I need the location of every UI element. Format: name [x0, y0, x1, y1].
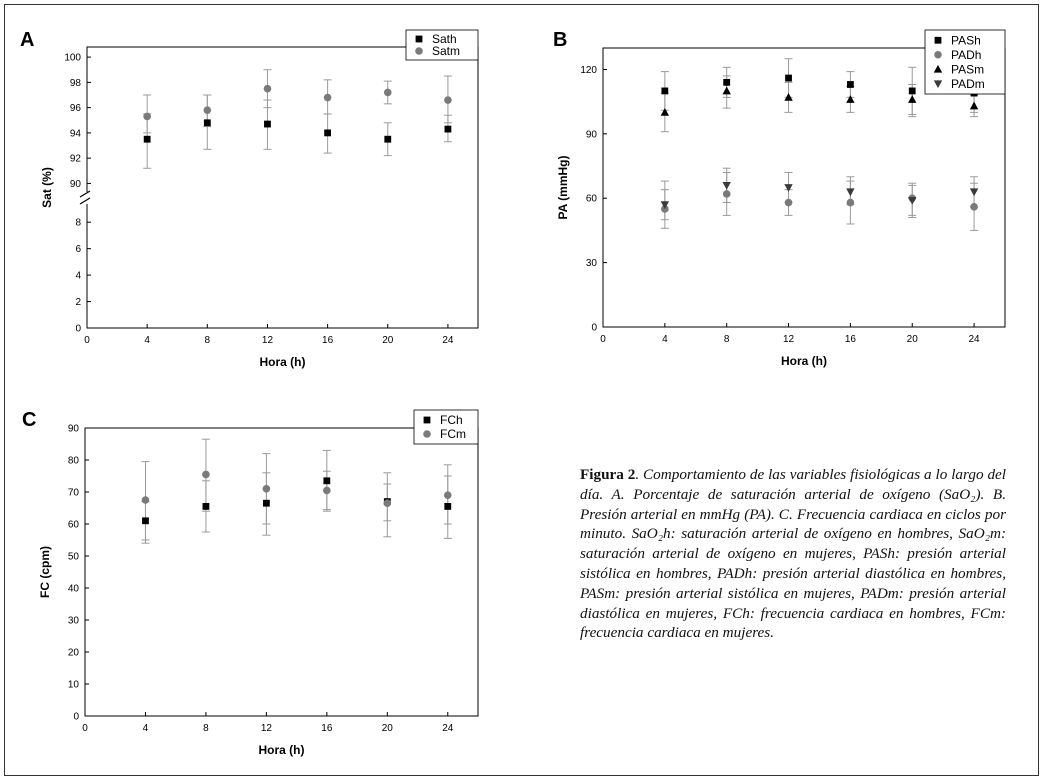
chart-b-pasm-point: [661, 108, 669, 116]
chart-a-y-tick-label: 96: [69, 103, 81, 115]
chart-a-legend-marker-satm: [415, 47, 423, 55]
chart-b-legend-label-pash: PASh: [951, 33, 981, 48]
chart-a-y-tick-label: 98: [69, 77, 81, 89]
chart-b-legend-marker-padh: [934, 51, 942, 59]
chart-a-y-axis-label: Sat (%): [40, 167, 54, 208]
chart-a-sath-point: [445, 126, 452, 133]
figure-caption-label: Figura 2: [580, 466, 636, 483]
chart-c-legend-marker-fcm: [423, 430, 431, 438]
chart-b-x-tick-label: 8: [723, 334, 730, 345]
chart-b-padh-point: [970, 203, 978, 211]
chart-a-y-tick-label: 0: [75, 323, 81, 335]
chart-c-x-tick-label: 16: [321, 723, 333, 734]
chart-b-padh-point: [723, 190, 731, 198]
chart-c-fcm-point: [142, 496, 150, 504]
chart-a-sath-point: [144, 136, 151, 143]
chart-a-y-tick-label: 4: [75, 270, 81, 282]
chart-a-y-tick-label: 90: [69, 178, 81, 190]
chart-b-panel-label: B: [553, 29, 568, 51]
chart-b-legend-label-padh: PADh: [951, 47, 982, 62]
chart-c-y-tick-label: 30: [67, 615, 79, 627]
chart-b-padh-point: [847, 199, 855, 207]
chart-b-pasm-point: [908, 95, 916, 103]
chart-c-fcm-point: [202, 471, 210, 479]
chart-c-x-tick-label: 24: [442, 723, 454, 734]
chart-a-y-tick-label: 6: [75, 244, 81, 256]
chart-b-padm-point: [908, 197, 916, 205]
chart-c-y-tick-label: 20: [67, 647, 79, 659]
chart-c-y-tick-label: 0: [73, 711, 79, 723]
chart-b-y-tick-label: 30: [585, 258, 597, 270]
chart-a-sath-point: [204, 119, 211, 126]
chart-c-x-tick-label: 8: [203, 723, 209, 734]
chart-c-legend-label-fch: FCh: [440, 413, 463, 427]
chart-b-x-tick-label: 24: [968, 334, 980, 345]
chart-c-x-axis-label: Hora (h): [258, 743, 305, 757]
chart-a-legend-label-satm: Satm: [432, 44, 461, 58]
chart-a-panel-label: A: [20, 29, 35, 51]
chart-a-x-tick-label: 20: [382, 335, 394, 346]
chart-b-legend-label-padm: PADm: [951, 76, 985, 91]
chart-a-x-tick-label: 8: [204, 335, 211, 346]
chart-a-legend-marker-sath: [416, 36, 423, 43]
chart-c-y-tick-label: 50: [67, 551, 79, 563]
chart-a-x-tick-label: 0: [84, 335, 90, 346]
chart-c-y-tick-label: 80: [67, 455, 79, 467]
chart-b-pash-point: [909, 88, 916, 95]
chart-b-x-tick-label: 16: [844, 334, 856, 345]
chart-b-pash-point: [847, 81, 854, 88]
chart-b-pasm-point: [970, 102, 978, 110]
chart-b-x-tick-label: 4: [662, 334, 668, 345]
chart-b-padm-point: [970, 188, 978, 196]
chart-c-legend-label-fcm: FCm: [440, 427, 466, 441]
chart-a-axis-break-gap: [79, 192, 95, 204]
chart-c-fch-point: [263, 500, 270, 507]
chart-c-fcm-point: [263, 485, 271, 493]
chart-b-y-tick-label: 0: [591, 322, 597, 334]
chart-b-legend-label-pasm: PASm: [951, 62, 985, 77]
chart-a-sath-point: [324, 129, 331, 136]
chart-b-x-axis-label: Hora (h): [781, 354, 827, 368]
chart-b-y-tick-label: 90: [585, 129, 597, 141]
figure-caption-text: . Comportamiento de las variables fisiológicas a lo largo del día. A. Porcentaje de saturación arterial de oxígeno (SaO₂). B. Presión arterial en mmHg (PA). C. Frecuencia cardiaca en ciclos por minuto. SaO₂h: saturación arterial de oxígeno en hombres, SaO₂m: saturación arterial de oxígeno en mujeres, PASh: presión arterial sistólica en hombres, PADh: presión arterial diastólica en hombres, PASm: presión arterial sistólica en mujeres, PADm: presión arterial diastólica en mujeres, FCh: frecuencia cardiaca en hombres, FCm: frecuencia cardiaca en mujeres.: [580, 466, 1006, 642]
chart-a-x-tick-label: 12: [261, 335, 274, 346]
chart-c-x-tick-label: 0: [82, 723, 88, 734]
chart-b-padm-point: [722, 182, 730, 190]
chart-a-axes-box: [87, 47, 478, 328]
chart-a-legend-label-sath: Sath: [432, 32, 457, 46]
chart-a-x-axis-label: Hora (h): [259, 355, 306, 369]
chart-b-padm-point: [846, 188, 854, 196]
chart-c-y-tick-label: 90: [67, 423, 79, 435]
chart-b-padm-point: [784, 184, 792, 192]
chart-b-pash-point: [661, 88, 668, 95]
chart-a-satm-point: [324, 94, 332, 102]
chart-c-x-tick-label: 12: [260, 723, 272, 734]
chart-c-x-tick-label: 20: [381, 723, 393, 734]
chart-a-x-tick-label: 4: [144, 335, 150, 346]
chart-a-satm-point: [204, 106, 212, 114]
chart-b-x-tick-label: 12: [782, 334, 795, 345]
chart-a-sath-point: [384, 136, 391, 143]
chart-a-y-tick-label: 8: [75, 217, 81, 229]
chart-b-pasm-point: [846, 95, 854, 103]
chart-a-x-tick-label: 24: [442, 335, 454, 346]
chart-b-y-tick-label: 60: [585, 193, 597, 205]
chart-b-padh-point: [785, 199, 793, 207]
chart-c-y-tick-label: 70: [67, 487, 79, 499]
chart-a-x-tick-label: 16: [322, 335, 334, 346]
chart-c-fcm-point: [384, 499, 392, 507]
chart-c-fcm-point: [444, 491, 452, 499]
chart-b-y-tick-label: 120: [580, 64, 597, 76]
chart-b-pasm-point: [722, 87, 730, 95]
chart-a-y-tick-label: 100: [64, 52, 81, 64]
chart-c-y-tick-label: 60: [67, 519, 79, 531]
chart-c-legend-marker-fch: [424, 417, 431, 424]
chart-a-y-tick-label: 2: [75, 297, 81, 309]
chart-b-y-axis-label: PA (mmHg): [556, 155, 570, 220]
chart-a-sath-point: [264, 121, 271, 128]
chart-c-panel-label: C: [22, 409, 37, 431]
chart-c-y-tick-label: 40: [67, 583, 79, 595]
chart-c-y-tick-label: 10: [67, 679, 79, 691]
chart-c-fch-point: [444, 503, 451, 510]
chart-b-legend-marker-pash: [935, 37, 942, 44]
chart-c-fcm-point: [323, 487, 331, 495]
chart-a-satm-point: [143, 113, 151, 121]
chart-b-x-tick-label: 0: [600, 334, 606, 345]
chart-c-axes-box: [85, 428, 478, 716]
chart-c-fch-point: [323, 477, 330, 484]
chart-a-satm-point: [384, 89, 392, 97]
figure-caption: [580, 465, 1006, 643]
chart-c-fch-point: [203, 503, 210, 510]
chart-a-y-tick-label: 94: [69, 128, 81, 140]
chart-b-x-tick-label: 20: [906, 334, 918, 345]
chart-b-pash-point: [723, 79, 730, 86]
chart-a-satm-point: [444, 96, 452, 104]
chart-c-y-axis-label: FC (cpm): [38, 546, 52, 598]
chart-c-x-tick-label: 4: [142, 723, 149, 734]
chart-a-y-tick-label: 92: [69, 153, 81, 165]
chart-c-fch-point: [142, 517, 149, 524]
chart-b-pash-point: [785, 75, 792, 82]
chart-a-satm-point: [264, 85, 272, 93]
